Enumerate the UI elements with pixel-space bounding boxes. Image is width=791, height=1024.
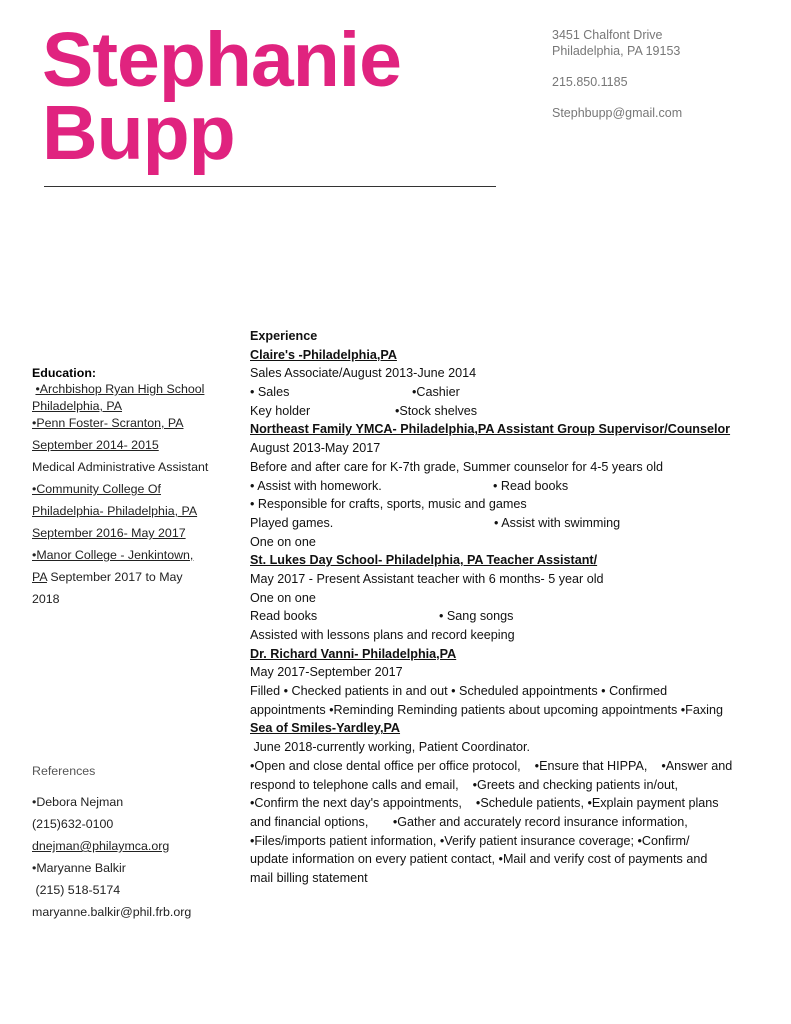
duty: •Stock shelves bbox=[395, 403, 478, 418]
duty: • Sales bbox=[250, 385, 290, 400]
references-section bbox=[32, 764, 242, 927]
duty: •Cashier bbox=[412, 385, 460, 400]
education-line: •Community College Of bbox=[32, 482, 161, 496]
first-name: Stephanie bbox=[42, 17, 401, 103]
job-line: • Responsible for crafts, sports, music and games bbox=[250, 497, 527, 512]
job-line bbox=[250, 383, 760, 402]
reference-email[interactable]: maryanne.balkir@phil.frb.org bbox=[32, 905, 192, 919]
reference-name: •Debora Nejman bbox=[32, 795, 124, 809]
job-line: •Files/imports patient information, •Verify patient insurance coverage; •Confirm/ bbox=[250, 833, 690, 848]
education-section bbox=[32, 366, 242, 614]
reference-name: •Maryanne Balkir bbox=[32, 861, 126, 875]
job-line: August 2013-May 2017 bbox=[250, 441, 381, 456]
address-line-1: 3451 Chalfont Drive bbox=[552, 28, 663, 42]
job-line: and financial options, •Gather and accurately record insurance information, bbox=[250, 814, 688, 829]
job-line: update information on every patient contact, •Mail and verify cost of payments and bbox=[250, 852, 708, 867]
job-title: Dr. Richard Vanni- Philadelphia,PA bbox=[250, 646, 457, 661]
divider bbox=[44, 186, 496, 187]
job-line: May 2017-September 2017 bbox=[250, 665, 403, 680]
duty: • Read books bbox=[493, 478, 569, 493]
job-line: June 2018-currently working, Patient Coordinator. bbox=[250, 740, 531, 755]
duty: Read books bbox=[250, 609, 318, 624]
references-heading: References bbox=[32, 764, 96, 778]
address-line-2: Philadelphia, PA 19153 bbox=[552, 44, 681, 58]
job-line: Before and after care for K-7th grade, Summer counselor for 4-5 years old bbox=[250, 459, 663, 474]
education-line: Philadelphia, PA bbox=[32, 399, 123, 413]
education-heading: Education: bbox=[32, 366, 97, 380]
job-line: respond to telephone calls and email, •Greets and checking patients in/out, bbox=[250, 777, 678, 792]
job-line: One on one bbox=[250, 590, 316, 605]
education-line: •Penn Foster- Scranton, PA bbox=[32, 416, 184, 430]
job-line bbox=[250, 514, 760, 533]
job-line: One on one bbox=[250, 534, 316, 549]
job-title: Northeast Family YMCA- Philadelphia,PA Assistant Group Supervisor/Counselor bbox=[250, 422, 731, 437]
education-line bbox=[32, 570, 242, 592]
education-line: Philadelphia- Philadelphia, PA bbox=[32, 504, 198, 518]
job-line: appointments •Reminding Reminding patients about upcoming appointments •Faxing bbox=[250, 702, 723, 717]
reference-phone: (215) 518-5174 bbox=[32, 883, 121, 897]
education-text: September 2017 to May bbox=[46, 570, 183, 584]
education-line bbox=[32, 382, 242, 399]
duty: • Assist with swimming bbox=[494, 515, 621, 530]
duty: Key holder bbox=[250, 403, 311, 418]
job-line: Filled • Checked patients in and out • Scheduled appointments • Confirmed bbox=[250, 684, 668, 699]
duty: • Sang songs bbox=[439, 609, 514, 624]
job-title: Sea of Smiles-Yardley,PA bbox=[250, 721, 401, 736]
job-line: mail billing statement bbox=[250, 870, 368, 885]
job-line: Assisted with lessons plans and record keeping bbox=[250, 628, 515, 642]
education-line: September 2014- 2015 bbox=[32, 438, 159, 452]
job-line bbox=[250, 477, 760, 496]
school-name: •Archbishop Ryan High School bbox=[35, 382, 205, 396]
education-line: Medical Administrative Assistant bbox=[32, 460, 209, 474]
education-line: •Manor College - Jenkintown, bbox=[32, 548, 194, 562]
job-line: May 2017 - Present Assistant teacher with 6 months- 5 year old bbox=[250, 571, 604, 586]
job-line: •Open and close dental office per office protocol, •Ensure that HIPPA, •Answer and bbox=[250, 758, 733, 773]
email[interactable]: Stephbupp@gmail.com bbox=[552, 106, 683, 120]
experience-section bbox=[250, 327, 760, 888]
job-line bbox=[250, 607, 760, 626]
reference-email[interactable]: dnejman@philaymca.org bbox=[32, 839, 170, 853]
job-title: Claire's -Philadelphia,PA bbox=[250, 347, 397, 362]
job-line: •Confirm the next day's appointments, •Schedule patients, •Explain payment plans bbox=[250, 796, 719, 811]
last-name: Bupp bbox=[42, 90, 235, 176]
education-text: PA bbox=[32, 570, 47, 584]
duty: • Assist with homework. bbox=[250, 478, 382, 493]
job-line: Sales Associate/August 2013-June 2014 bbox=[250, 366, 477, 381]
job-title: St. Lukes Day School- Philadelphia, PA Teacher Assistant/ bbox=[250, 553, 598, 568]
education-line: 2018 bbox=[32, 592, 60, 606]
experience-heading: Experience bbox=[250, 329, 318, 343]
phone: 215.850.1185 bbox=[552, 75, 628, 89]
job-line bbox=[250, 402, 760, 421]
reference-phone: (215)632-0100 bbox=[32, 817, 114, 831]
duty: Played games. bbox=[250, 515, 334, 530]
education-line: September 2016- May 2017 bbox=[32, 526, 186, 540]
